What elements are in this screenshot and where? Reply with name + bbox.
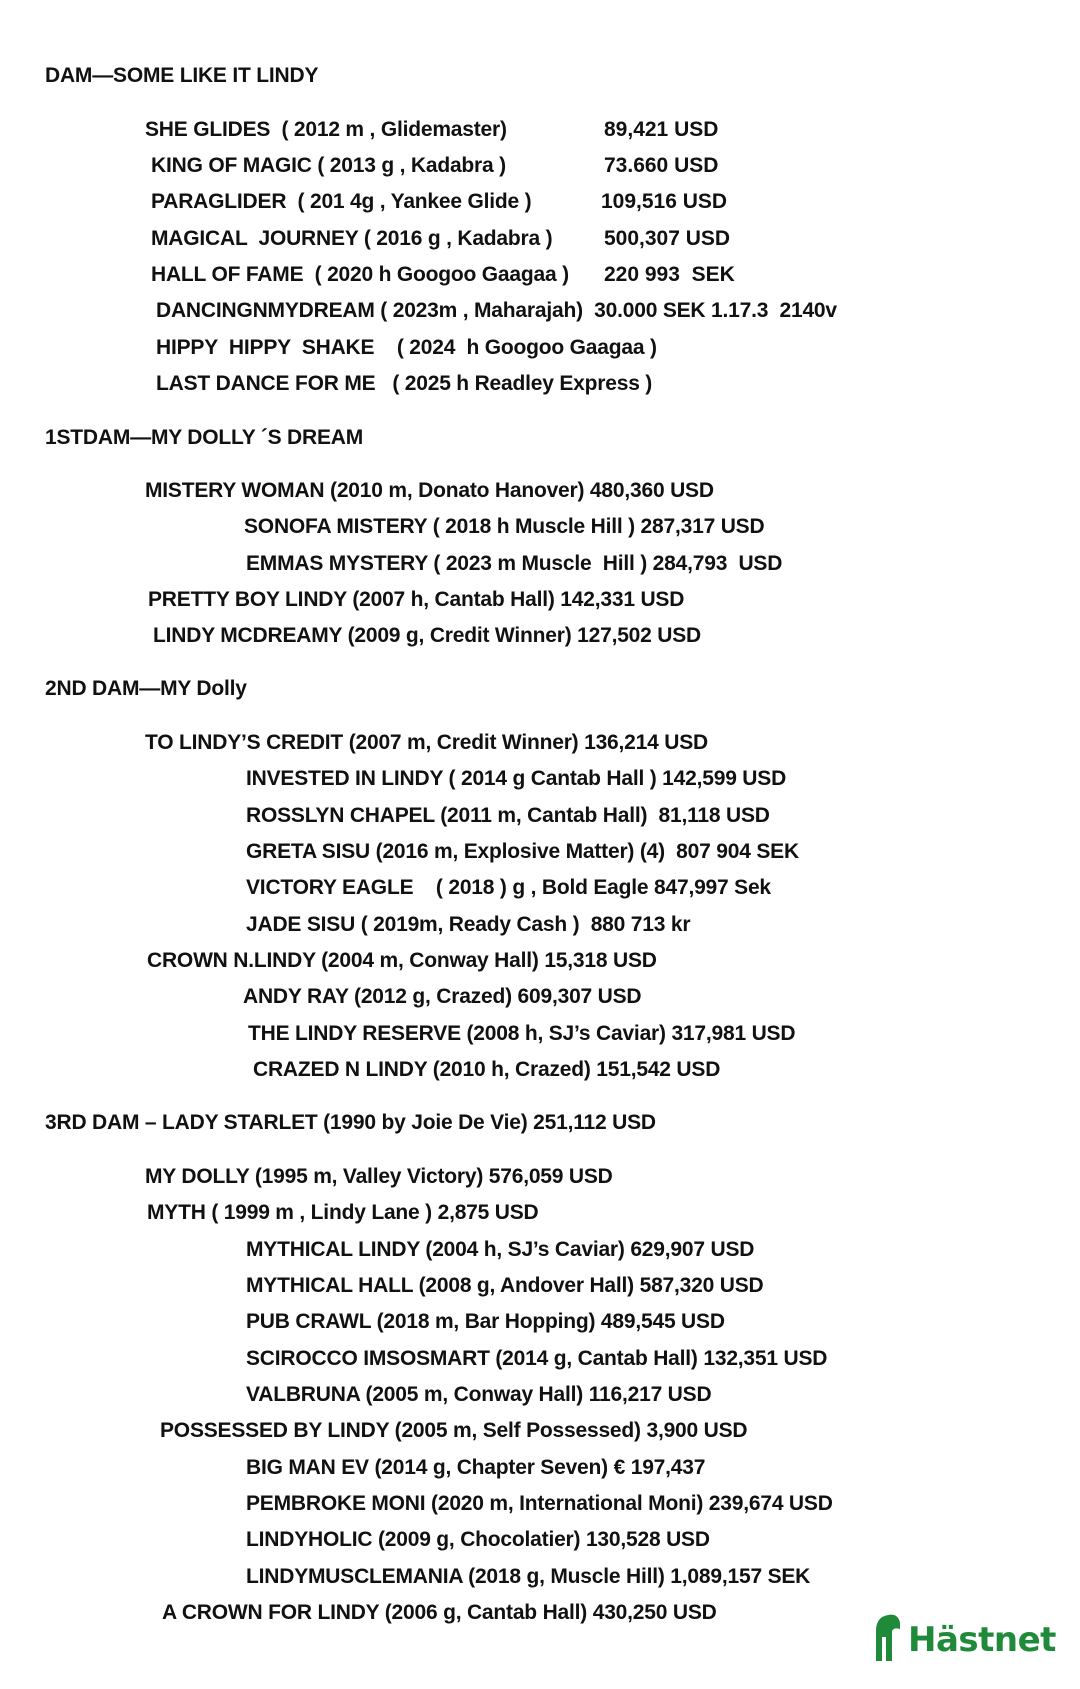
list-item: A CROWN FOR LINDY (2006 g, Cantab Hall) 430,250 USD bbox=[162, 1601, 717, 1624]
list-item: EMMAS MYSTERY ( 2023 m Muscle Hill ) 284,793 USD bbox=[246, 552, 783, 575]
section-title-third-dam: 3RD DAM – LADY STARLET (1990 by Joie De Vie) 251,112 USD bbox=[45, 1111, 656, 1134]
list-item: PARAGLIDER ( 201 4g , Yankee Glide ) bbox=[151, 190, 532, 213]
logo-text: Hästnet bbox=[908, 1620, 1056, 1660]
list-item: PUB CRAWL (2018 m, Bar Hopping) 489,545 USD bbox=[246, 1310, 725, 1333]
list-item: LINDYHOLIC (2009 g, Chocolatier) 130,528 USD bbox=[246, 1528, 710, 1551]
list-item: SHE GLIDES ( 2012 m , Glidemaster) bbox=[145, 118, 507, 141]
list-item: MYTH ( 1999 m , Lindy Lane ) 2,875 USD bbox=[147, 1201, 539, 1224]
list-item: LINDY MCDREAMY (2009 g, Credit Winner) 127,502 USD bbox=[153, 624, 702, 647]
list-item: ROSSLYN CHAPEL (2011 m, Cantab Hall) 81,118 USD bbox=[246, 804, 770, 827]
section-title-dam: DAM—SOME LIKE IT LINDY bbox=[45, 64, 319, 87]
hastnet-logo bbox=[872, 1612, 1056, 1668]
list-item: SONOFA MISTERY ( 2018 h Muscle Hill ) 287,317 USD bbox=[244, 515, 765, 538]
list-item: INVESTED IN LINDY ( 2014 g Cantab Hall ) 142,599 USD bbox=[246, 767, 787, 790]
section-title-second-dam: 2ND DAM—MY Dolly bbox=[45, 677, 247, 700]
list-item: POSSESSED BY LINDY (2005 m, Self Possessed) 3,900 USD bbox=[160, 1419, 748, 1442]
list-item: VICTORY EAGLE ( 2018 ) g , Bold Eagle 847,997 Sek bbox=[246, 876, 771, 899]
list-item: CROWN N.LINDY (2004 m, Conway Hall) 15,318 USD bbox=[147, 949, 657, 972]
list-item-amount: 73.660 USD bbox=[604, 154, 719, 177]
section-title-first-dam: 1STDAM—MY DOLLY ´S DREAM bbox=[45, 426, 364, 449]
list-item: KING OF MAGIC ( 2013 g , Kadabra ) bbox=[151, 154, 506, 177]
list-item: VALBRUNA (2005 m, Conway Hall) 116,217 USD bbox=[246, 1383, 712, 1406]
list-item-amount: 220 993 SEK bbox=[604, 263, 735, 286]
list-item: MYTHICAL HALL (2008 g, Andover Hall) 587,320 USD bbox=[246, 1274, 764, 1297]
list-item: PEMBROKE MONI (2020 m, International Moni) 239,674 USD bbox=[246, 1492, 833, 1515]
list-item-amount: 500,307 USD bbox=[604, 227, 731, 250]
list-item: MYTHICAL LINDY (2004 h, SJ’s Caviar) 629,907 USD bbox=[246, 1238, 755, 1261]
horse-head-icon bbox=[872, 1613, 902, 1668]
list-item: SCIROCCO IMSOSMART (2014 g, Cantab Hall) 132,351 USD bbox=[246, 1347, 828, 1370]
list-item-amount: 89,421 USD bbox=[604, 118, 719, 141]
list-item: GRETA SISU (2016 m, Explosive Matter) (4) 807 904 SEK bbox=[246, 840, 799, 863]
list-item: ANDY RAY (2012 g, Crazed) 609,307 USD bbox=[243, 985, 642, 1008]
list-item: MISTERY WOMAN (2010 m, Donato Hanover) 480,360 USD bbox=[145, 479, 714, 502]
list-item: CRAZED N LINDY (2010 h, Crazed) 151,542 USD bbox=[253, 1058, 721, 1081]
list-item: HIPPY HIPPY SHAKE ( 2024 h Googoo Gaagaa ) bbox=[156, 336, 657, 359]
list-item: THE LINDY RESERVE (2008 h, SJ’s Caviar) 317,981 USD bbox=[248, 1022, 796, 1045]
list-item: PRETTY BOY LINDY (2007 h, Cantab Hall) 142,331 USD bbox=[148, 588, 685, 611]
list-item: LINDYMUSCLEMANIA (2018 g, Muscle Hill) 1,089,157 SEK bbox=[246, 1565, 811, 1588]
list-item: BIG MAN EV (2014 g, Chapter Seven) € 197,437 bbox=[246, 1456, 706, 1479]
list-item: LAST DANCE FOR ME ( 2025 h Readley Express ) bbox=[156, 372, 653, 395]
list-item-amount: 109,516 USD bbox=[601, 190, 728, 213]
list-item: MY DOLLY (1995 m, Valley Victory) 576,059 USD bbox=[145, 1165, 613, 1188]
list-item: DANCINGNMYDREAM ( 2023m , Maharajah) 30.000 SEK 1.17.3 2140v bbox=[156, 299, 837, 322]
list-item: HALL OF FAME ( 2020 h Googoo Gaagaa ) bbox=[151, 263, 569, 286]
list-item: JADE SISU ( 2019m, Ready Cash ) 880 713 kr bbox=[246, 913, 691, 936]
list-item: MAGICAL JOURNEY ( 2016 g , Kadabra ) bbox=[151, 227, 553, 250]
list-item: TO LINDY’S CREDIT (2007 m, Credit Winner) 136,214 USD bbox=[145, 731, 708, 754]
